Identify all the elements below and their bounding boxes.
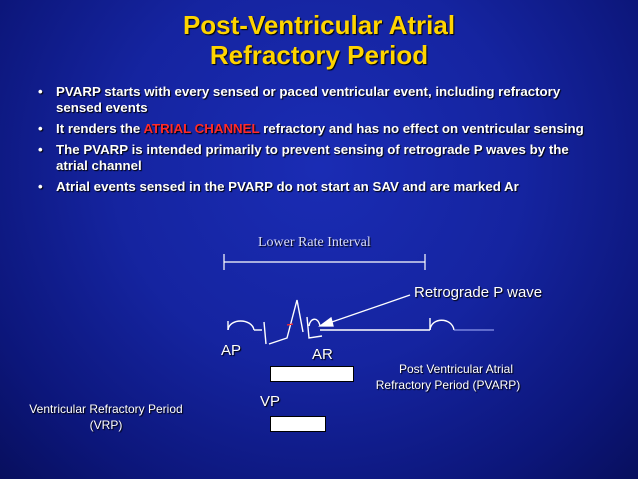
pvarp-start-marker [287, 324, 293, 325]
vrp-bar [270, 416, 326, 432]
lower-rate-interval-label: Lower Rate Interval [258, 235, 371, 250]
pvarp-label-line-1: Post Ventricular Atrial [398, 362, 514, 376]
pvarp-label-line-2: Refractory Period (PVARP) [375, 378, 521, 392]
atrial-channel-highlight: ATRIAL CHANNEL [143, 121, 260, 136]
slide-title-line-1: Post-Ventricular Atrial [182, 10, 456, 40]
bullet-item: • Atrial events sensed in the PVARP do not start an SAV and are marked Ar [38, 179, 598, 195]
ecg-tracing [228, 300, 494, 344]
vp-marker-label: VP [260, 393, 281, 410]
bullet-item: • It renders the ATRIAL CHANNEL refractory and has no effect on ventricular sensing [38, 121, 598, 137]
vrp-label-line-2: (VRP) [89, 418, 123, 432]
vrp-label-line-1: Ventricular Refractory Period [29, 402, 183, 416]
bullet-item: • The PVARP is intended primarily to prevent sensing of retrograde P waves by the atrial channel [38, 142, 598, 174]
retrograde-arrow [320, 295, 410, 326]
pvarp-bar [270, 366, 354, 382]
ar-marker-label: AR [312, 346, 333, 363]
retrograde-p-wave-label: Retrograde P wave [414, 284, 543, 301]
ap-marker-label: AP [221, 342, 242, 359]
lower-rate-interval-bracket [224, 254, 425, 270]
slide-title-line-2: Refractory Period [209, 40, 429, 70]
bullet-item: • PVARP starts with every sensed or paced ventricular event, including refractory sensed events [38, 84, 598, 116]
